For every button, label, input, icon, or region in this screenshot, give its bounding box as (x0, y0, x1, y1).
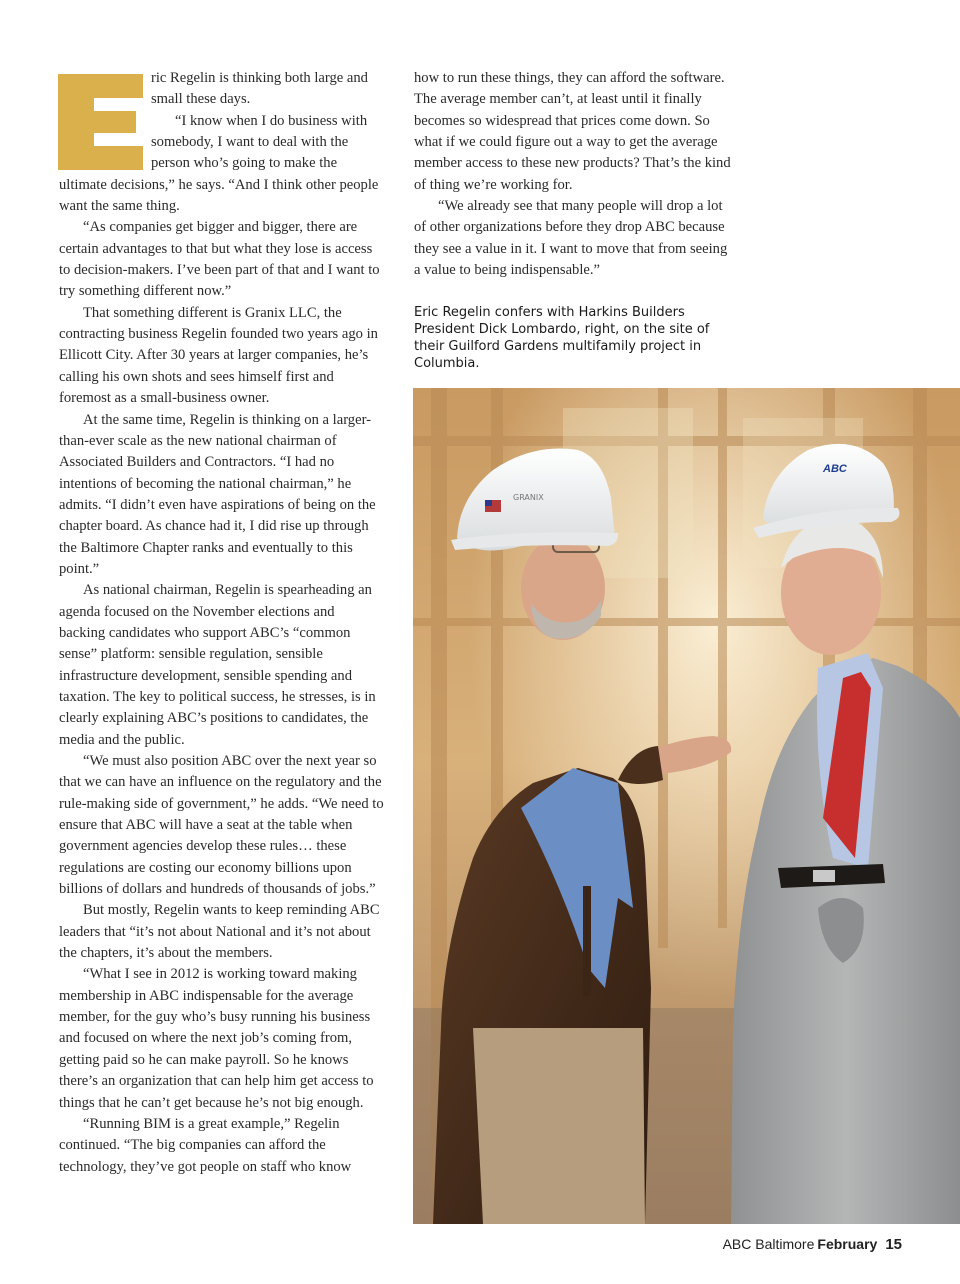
right-column (414, 68, 734, 281)
page-number: 15 (885, 1236, 902, 1253)
paragraph: ric Regelin is thinking both large and small these days. (151, 70, 368, 108)
paragraph: “As companies get bigger and bigger, there are certain advantages to that but what they lose is access to decision-makers. I’ve been part of that and I want to try something different now.” (59, 219, 380, 300)
paragraph: At the same time, Regelin is thinking on a larger-than-ever scale as the new national chairman of Associated Builders and Contractors. “I had no intentions of becoming the national chairman,” he admits. “I didn’t even have aspirations of being on the chapter board. As chance had it, I did rise up through the Baltimore Chapter ranks and eventually to this point.” (59, 411, 376, 577)
page-footer (723, 1236, 902, 1253)
left-column (59, 68, 384, 1178)
paragraph: “I know when I do business with somebody, I want to deal with the person who’s going to make the ultimate decisions,” he says. “And I think other people want the same thing. (59, 112, 379, 215)
helmet-logo-left: GRANIX (513, 493, 544, 502)
paragraph: “We must also position ABC over the next year so that we can have an influence on the regulatory and the rule-making side of government,” he adds. “We need to ensure that ABC will have a seat at the table when government agencies develop these rules… these regulations are costing our economy billions upon billions of dollars and hundreds of thousands of jobs.” (59, 753, 384, 898)
footer-month: February (817, 1236, 878, 1252)
dropcap-e (58, 74, 143, 170)
paragraph: That something different is Granix LLC, the contracting business Regelin founded two years ago in Ellicott City. After 30 years at larger companies, he’s calling his own shots and sees himself first and foremost as a small-business owner. (59, 304, 378, 407)
paragraph: “We already see that many people will drop a lot of other organizations before they drop ABC because they see a value in it. I want to move that from seeing a value to being indispensable.” (414, 198, 728, 279)
dropcap-graphic (58, 74, 143, 170)
paragraph: how to run these things, they can afford the software. The average member can’t, at least until it finally becomes so widespread that prices come down. So what if we could figure out a way to get the average member access to these new products? That’s the kind of thing we’re working for. (414, 70, 731, 193)
helmet-logo-right: ABC (823, 463, 847, 475)
article-photo (413, 388, 960, 1224)
footer-publication: ABC Baltimore (722, 1236, 815, 1252)
photo-illustration (413, 388, 960, 1224)
paragraph: But mostly, Regelin wants to keep reminding ABC leaders that “it’s not about National and it’s not about the chapters, it’s about the members. (59, 902, 380, 962)
photo-caption: Eric Regelin confers with Harkins Builders President Dick Lombardo, right, on the site of their Guilford Gardens multifamily project in Columbia. (414, 305, 710, 371)
paragraph: As national chairman, Regelin is spearheading an agenda focused on the November elections and backing candidates who support ABC’s “common sense” platform: sensible regulation, sensible infrastructure development, sensible spending and taxation. The key to political success, he stresses, is in clearly explaining ABC’s positions to candidates, the media and the public. (59, 582, 376, 748)
paragraph: “What I see in 2012 is working toward making membership in ABC indispensable for the average member, for the guy who’s busy running his business and focused on where the next job’s coming from, getting paid so he can make payroll. So he knows there’s an organization that can help him get access to things that he can’t get because he’s not big enough. (59, 966, 374, 1111)
paragraph: “Running BIM is a great example,” Regelin continued. “The big companies can afford the technology, they’ve got people on staff who know (59, 1115, 352, 1175)
